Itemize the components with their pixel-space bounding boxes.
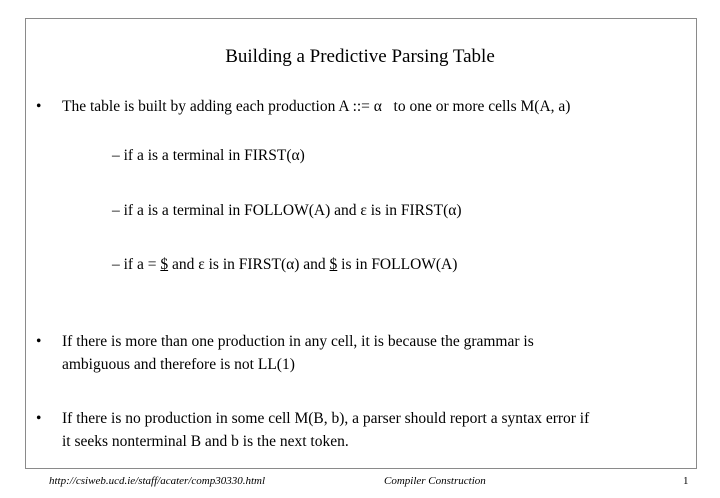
- sub-bullet-dollar: [112, 256, 457, 274]
- sub-bullet-follow: [112, 202, 462, 220]
- bullet-text-line1: If there is no production in some cell M(B, b), a parser should report a syntax error if: [62, 410, 590, 427]
- sub-dash: –: [112, 256, 120, 273]
- dollar-symbol: $: [160, 256, 169, 273]
- bullet-text-line1: If there is more than one production in any cell, it is because the grammar is: [62, 333, 534, 350]
- sub-text-part1: if a =: [123, 256, 161, 273]
- dollar-symbol: $: [329, 256, 338, 273]
- sub-bullet-first: [112, 147, 305, 165]
- footer-course: Compiler Construction: [384, 475, 486, 487]
- sub-text: if a is a terminal in FIRST(α): [123, 147, 305, 164]
- bullet-dot: •: [36, 410, 42, 427]
- bullet-text-line2: it seeks nonterminal B and b is the next token.: [62, 433, 349, 450]
- slide-frame: [25, 18, 697, 469]
- footer-url: http://csiweb.ucd.ie/staff/acater/comp30330.html: [49, 475, 265, 487]
- bullet-dot: •: [36, 98, 42, 115]
- sub-dash: –: [112, 147, 120, 164]
- bullet-text: The table is built by adding each production A ::= α to one or more cells M(A, a): [62, 98, 571, 115]
- sub-text-part2: and ε is in FIRST(α) and: [168, 256, 330, 273]
- footer-page-number: 1: [683, 475, 689, 487]
- sub-dash: –: [112, 202, 120, 219]
- bullet-dot: •: [36, 333, 42, 350]
- sub-text-part3: is in FOLLOW(A): [337, 256, 458, 273]
- slide-title: Building a Predictive Parsing Table: [225, 46, 495, 67]
- sub-text: if a is a terminal in FOLLOW(A) and ε is in FIRST(α): [123, 202, 462, 219]
- bullet-text-line2: ambiguous and therefore is not LL(1): [62, 356, 295, 373]
